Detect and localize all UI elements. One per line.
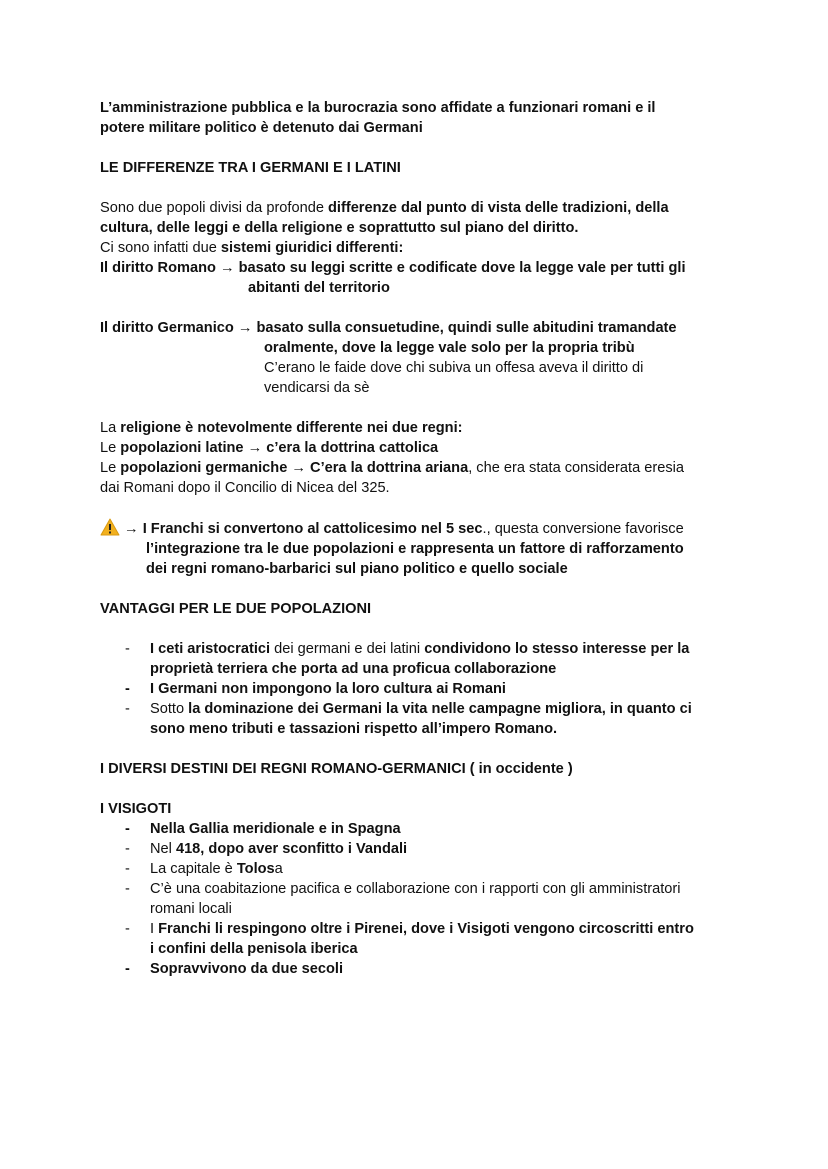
list-item: - I Germani non impongono la loro cultura ai Romani xyxy=(125,681,506,697)
diritto-germanico: Il diritto Germanico → basato sulla consuetudine, quindi sulle abitudini tramandate oralmente, dove la legge vale solo per la propria tribù C’erano le faide dove chi subiva un offesa aveva il diritto di vendicarsi da sè xyxy=(100,320,677,396)
heading-vantaggi: VANTAGGI PER LE DUE POPOLAZIONI xyxy=(100,601,372,617)
document-page xyxy=(100,98,740,979)
list-item: - I ceti aristocratici dei germani e dei latini condividono lo stesso interesse per la proprietà terriera che porta ad una proficua collaborazione xyxy=(125,641,690,677)
heading-destini: I DIVERSI DESTINI DEI REGNI ROMANO-GERMANICI ( in occidente ) xyxy=(100,761,573,777)
faide-note: C’erano le faide dove chi subiva un offesa aveva il diritto di xyxy=(264,360,644,376)
heading-visigoti: I VISIGOTI xyxy=(100,801,172,817)
diritto-romano: Il diritto Romano → basato su leggi scritte e codificate dove la legge vale per tutti gli abitanti del territorio xyxy=(100,260,686,296)
vantaggi-list xyxy=(100,639,740,739)
heading-differenze: LE DIFFERENZE TRA I GERMANI E I LATINI xyxy=(100,160,401,176)
religione-paragraph: La religione è notevolmente differente nei due regni: Le popolazioni latine → c’era la dottrina cattolica Le popolazioni germaniche → C’era la dottrina ariana, che era stata considerata eresia dai Romani dopo il Concilio di Nicea del 325. xyxy=(100,420,684,496)
visigoti-list xyxy=(100,819,740,979)
list-item: - C’è una coabitazione pacifica e collaborazione con i rapporti con gli amministratori romani locali xyxy=(125,881,681,917)
list-item: - Sopravvivono da due secoli xyxy=(125,961,344,977)
intro-line-2: potere militare politico è detenuto dai Germani xyxy=(100,120,423,136)
list-item: - Nel 418, dopo aver sconfitto i Vandali xyxy=(125,841,408,857)
warning-icon xyxy=(100,518,120,536)
differenze-paragraph: Sono due popoli divisi da profonde differenze dal punto di vista delle tradizioni, della cultura, delle leggi e della religione e soprattutto sul piano del diritto. Ci sono infatti due sistemi giuridici differenti: xyxy=(100,200,669,256)
list-item: - Sotto la dominazione dei Germani la vita nelle campagne migliora, in quanto ci sono meno tributi e tassazioni rispetto all’impero Romano. xyxy=(125,701,692,737)
intro-paragraph xyxy=(100,98,740,138)
franchi-note: → I Franchi si convertono al cattolicesimo nel 5 sec., questa conversione favorisce l’integrazione tra le due popolazioni e rappresenta un fattore di rafforzamento dei regni romano-barbarici sul piano politico e quello sociale xyxy=(100,518,740,579)
list-item: - I Franchi li respingono oltre i Pirenei, dove i Visigoti vengono circoscritti entro i confini della penisola iberica xyxy=(125,921,694,957)
list-item: - Nella Gallia meridionale e in Spagna xyxy=(125,821,401,837)
list-item: - La capitale è Tolosa xyxy=(125,861,283,877)
intro-line-1: L’amministrazione pubblica e la burocrazia sono affidate a funzionari romani e il xyxy=(100,100,656,116)
